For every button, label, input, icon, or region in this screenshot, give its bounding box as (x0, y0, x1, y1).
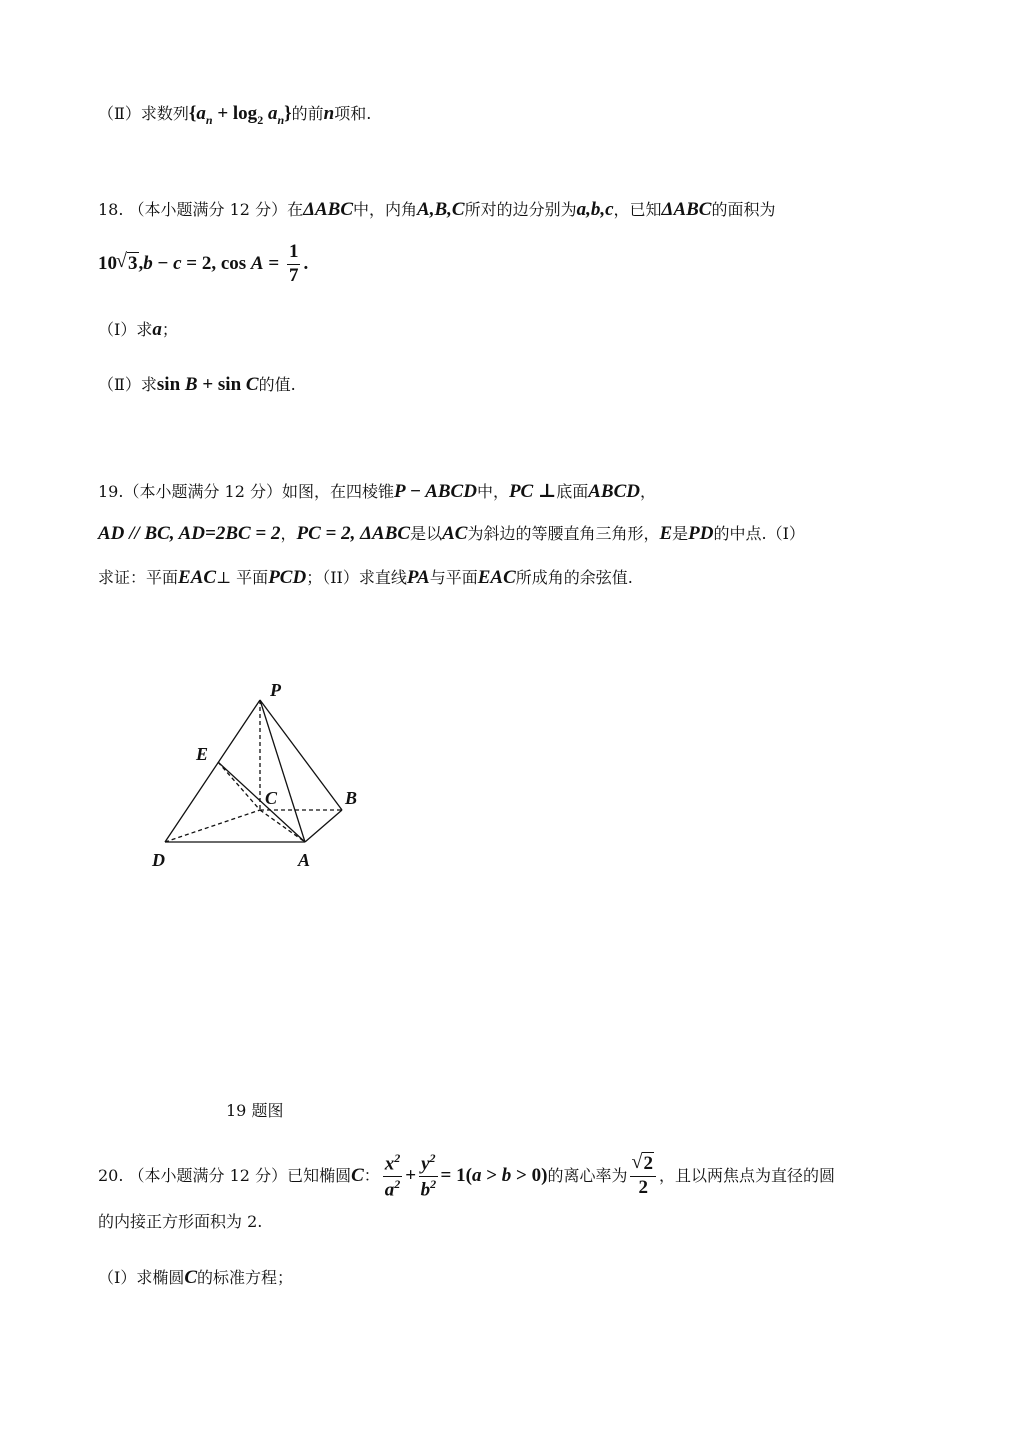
edge-CA (260, 810, 305, 842)
p19-cond1: AD // BC, AD=2BC = 2 (98, 523, 281, 544)
sin-sum-formula: sin B + sin C (156, 374, 259, 395)
p18-sides: a,b,c (576, 199, 614, 220)
p19-e: E (659, 523, 673, 544)
p19-l3c: ；（II）求直线 (306, 568, 407, 587)
eccentricity-value (627, 1153, 659, 1199)
p20-c: C (351, 1165, 364, 1187)
p19-mid5: 是 (672, 524, 689, 543)
p19-mid3: 是以 (410, 524, 443, 543)
p18-triangle: ΔABC (303, 199, 354, 220)
p19-mid4: 为斜边的等腰直角三角形， (467, 524, 660, 543)
p19-pc-perp: PC ⊥ (508, 481, 557, 502)
p20-part1-end: 的标准方程； (197, 1268, 294, 1287)
p17-part2-suffix: 的前 (291, 104, 324, 123)
p20-line2 (98, 1214, 262, 1230)
p19-line2 (98, 524, 805, 543)
p20-line2-text: 的内接正方形面积为 2. (98, 1212, 263, 1231)
p19-l3b: ⊥ 平面 (216, 568, 269, 587)
p18-angles: A,B,C (417, 199, 465, 220)
p20-line1 (98, 1152, 835, 1201)
edge-DC (165, 810, 260, 842)
p18-part2-prefix: （Ⅱ）求 (98, 375, 157, 394)
edge-PD (165, 700, 260, 842)
p20-part1-c: C (184, 1267, 198, 1288)
p17-part2-prefix: （Ⅱ）求数列 (98, 104, 189, 123)
p20-part1 (98, 1268, 293, 1287)
p20-part1-prefix: （Ⅰ）求椭圆 (98, 1268, 185, 1287)
sequence-formula: $\{a_n + \log_2 a_n\}$ (188, 103, 292, 127)
ellipse-equation: $\frac{x^2}{a^2}$ + $\frac{y^2}{b^2}$ = 1(a > b > 0) (384, 1151, 548, 1201)
label-A: A (298, 850, 311, 870)
p17-part2 (98, 104, 371, 126)
p19-ac: AC (442, 523, 468, 544)
p19-pyramid: P − ABCD (393, 481, 477, 502)
p18-mid4: 的面积为 (711, 200, 776, 219)
p19-eac: EAC (178, 567, 217, 588)
label-E: E (196, 744, 209, 764)
fraction-sqrt2-2: √ $\frac{2}{2}$ (630, 1154, 656, 1199)
p19-pa: PA (406, 567, 430, 588)
p19-line1 (98, 482, 656, 501)
p17-n-var: n (323, 103, 335, 124)
p20-colon: ： (363, 1166, 380, 1186)
fraction-one-seventh: $\frac{1}{7}$ (288, 241, 299, 286)
label-D: D (152, 850, 165, 870)
p18-conditions-formula: 10√ 3,b − c = 2, cos A = $\frac{1}{7}$ . (98, 253, 308, 274)
p18-conditions (98, 242, 308, 287)
p18-part2 (98, 375, 296, 394)
p20-mid2: ，且以两焦点为直径的圆 (658, 1166, 835, 1186)
edge-EC (218, 762, 260, 810)
p19-l3e: 所成角的余弦值. (515, 568, 633, 587)
p19-cond2: PC = 2, ΔABC (296, 523, 411, 544)
p18-mid1: 中，内角 (353, 200, 418, 219)
p18-var-a: a (152, 319, 162, 340)
p19-comma: ， (640, 482, 657, 501)
label-C: C (265, 788, 278, 808)
p19-base: ABCD (588, 481, 640, 502)
p18-part1-end: ； (161, 320, 178, 339)
p19-eac-2: EAC (477, 567, 516, 588)
fraction-y2-b2: $\frac{y^2}{b^2}$ (420, 1151, 437, 1201)
p18-triangle-2: ΔABC (661, 199, 712, 220)
p19-l3d: 与平面 (429, 568, 478, 587)
p19-pd: PD (688, 523, 714, 544)
pyramid-figure (140, 670, 380, 880)
p18-statement (98, 200, 775, 219)
p18-head: 18. （本小题满分 12 分）在 (98, 200, 304, 219)
p19-pcd: PCD (268, 567, 307, 588)
p19-cond1b: ， (280, 524, 297, 543)
fraction-x2-a2: $\frac{x^2}{a^2}$ (384, 1151, 401, 1201)
p19-head: 19.（本小题满分 12 分）如图，在四棱锥 (98, 482, 394, 501)
p19-mid2: 底面 (556, 482, 589, 501)
p20-mid1: 的离心率为 (547, 1166, 628, 1186)
p19-mid6: 的中点.（I） (713, 524, 805, 543)
p18-part1 (98, 320, 178, 339)
p19-mid1: 中， (476, 482, 509, 501)
p19-line3 (98, 568, 633, 587)
sqrt-3: √ 3 (117, 254, 139, 273)
p18-part1-prefix: （Ⅰ）求 (98, 320, 153, 339)
p18-mid3: ，已知 (613, 200, 662, 219)
label-B: B (345, 788, 358, 808)
p18-mid2: 所对的边分别为 (464, 200, 577, 219)
p19-l3a: 求证：平面 (98, 568, 179, 587)
label-P: P (270, 680, 281, 700)
p17-part2-end: 项和. (334, 104, 372, 123)
figure-caption: 19 题图 (226, 1101, 284, 1120)
p20-head: 20. （本小题满分 12 分）已知椭圆 (98, 1166, 352, 1186)
edge-AB (305, 810, 342, 842)
p18-part2-end: 的值. (258, 375, 296, 394)
